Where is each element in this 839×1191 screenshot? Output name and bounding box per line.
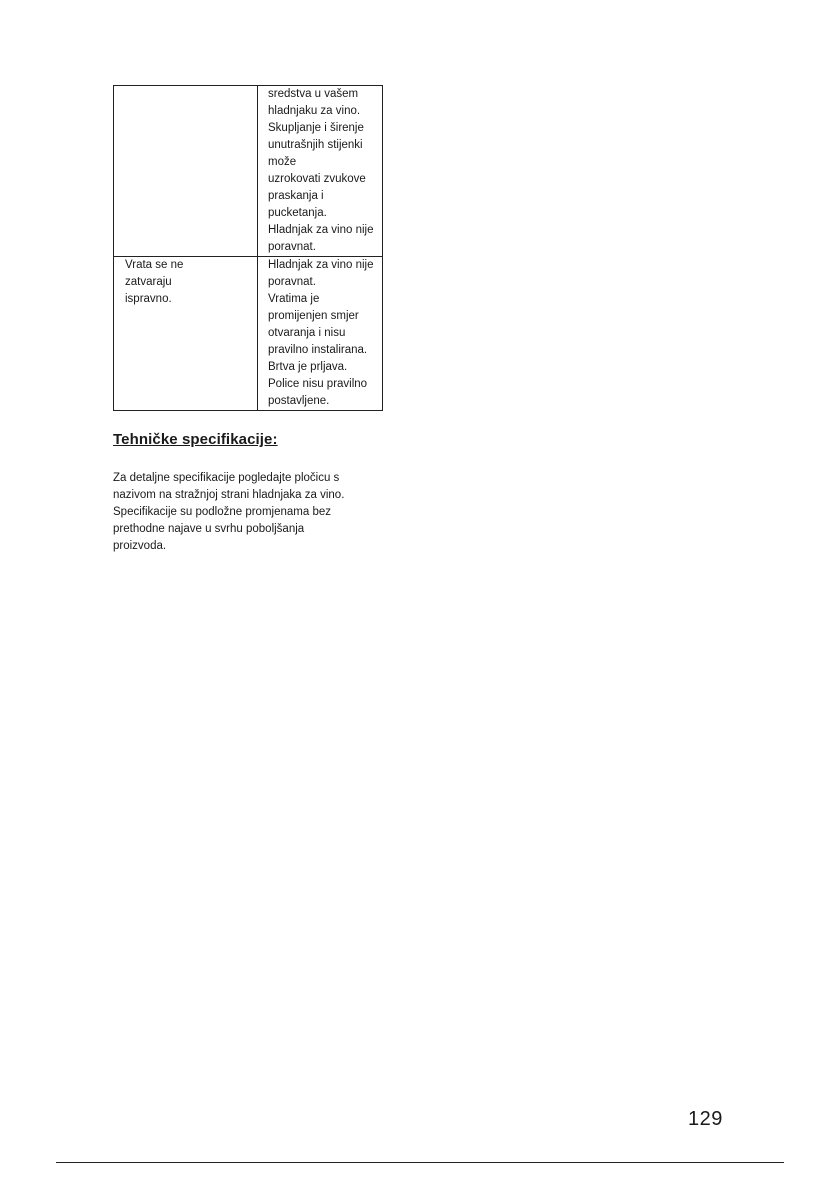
cause-line: pravilno instalirana. bbox=[268, 344, 368, 356]
cause-line: postavljene. bbox=[268, 395, 330, 407]
footer-divider bbox=[56, 1162, 784, 1163]
paragraph-line: Specifikacije su podložne promjenama bez bbox=[113, 506, 331, 518]
cause-line: uzrokovati zvukove bbox=[268, 173, 366, 185]
paragraph-line: nazivom na stražnjoj strani hladnjaka za vino. bbox=[113, 489, 345, 501]
cause-line: praskanja i bbox=[268, 190, 324, 202]
cause-line: poravnat. bbox=[268, 276, 316, 288]
cause-line: hladnjaku za vino. bbox=[268, 105, 361, 117]
cause-line: pucketanja. bbox=[268, 207, 327, 219]
troubleshooting-table bbox=[113, 85, 383, 411]
tech-specs-paragraph bbox=[113, 470, 403, 555]
page-number: 129 bbox=[688, 1108, 723, 1130]
cause-line: unutrašnjih stijenki bbox=[268, 139, 363, 151]
cause-line: sredstva u vašem bbox=[268, 88, 359, 100]
cause-line: Hladnjak za vino nije bbox=[268, 259, 374, 271]
table-row bbox=[114, 86, 383, 257]
cause-line: Brtva je prljava. bbox=[268, 361, 348, 373]
paragraph-line: Za detaljne specifikacije pogledajte pločicu s bbox=[113, 472, 340, 484]
causes-cell bbox=[258, 257, 383, 411]
paragraph-line: proizvoda. bbox=[113, 540, 167, 552]
cause-line: Vratima je bbox=[268, 293, 320, 305]
paragraph-line: prethodne najave u svrhu poboljšanja bbox=[113, 523, 305, 535]
tech-specs-heading: Tehničke specifikacije: bbox=[113, 431, 278, 448]
cause-line: Hladnjak za vino nije bbox=[268, 224, 374, 236]
table-row bbox=[114, 257, 383, 411]
cause-line: Police nisu pravilno bbox=[268, 378, 368, 390]
cause-line: poravnat. bbox=[268, 241, 316, 253]
causes-cell bbox=[258, 86, 383, 257]
cause-line: promijenjen smjer bbox=[268, 310, 359, 322]
problem-cell bbox=[114, 257, 258, 411]
problem-line: ispravno. bbox=[125, 293, 172, 305]
problem-line: Vrata se ne bbox=[125, 259, 184, 271]
cause-line: otvaranja i nisu bbox=[268, 327, 346, 339]
problem-cell bbox=[114, 86, 258, 257]
cause-line: može bbox=[268, 156, 297, 168]
problem-line: zatvaraju bbox=[125, 276, 172, 288]
cause-line: Skupljanje i širenje bbox=[268, 122, 364, 134]
